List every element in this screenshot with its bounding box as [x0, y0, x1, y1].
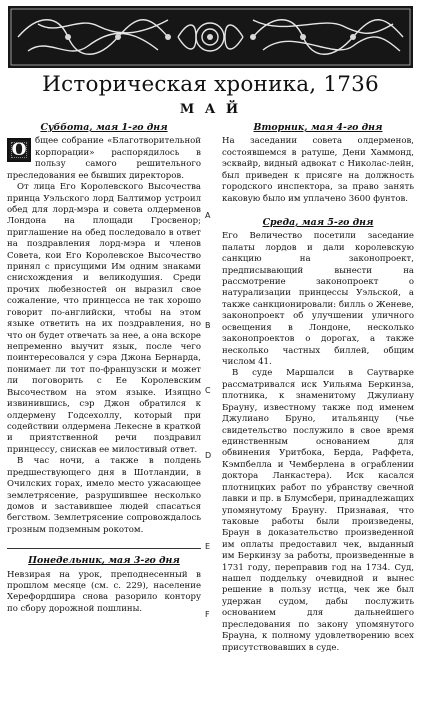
margin-letter: E	[205, 542, 211, 551]
section-heading: Суббота, мая 1-го дня	[40, 122, 168, 133]
paragraph: Его Величество посетили заседание палаты лордов и дали королевскую санкцию на законопроект, предписывающий вынести на рассмотрение законопроект о натурализации принцессы Уэльской, а также санкционировали: билль о Женеве, законопроект об улучшении уличного освещения в Лондоне, несколько законопроектов о дорогах, а также несколько частных биллей, общим числом 41.	[222, 231, 414, 368]
right-column	[222, 118, 414, 654]
margin-letter: C	[205, 386, 211, 395]
paragraph: В час ночи, а также в полдень предшествующего дня в Шотландии, в Очилских горах, имело место ужасающее землетрясение, разрушившее несколько домов и заставившее людей спасаться бегством. Землетрясение сопровождалось грозным подземным рокотом.	[7, 456, 201, 535]
paragraph: В суде Маршалси в Саутварке рассматривался иск Уильяма Беркинза, плотника, к знаменитому Джулиану Брауну, известному также под именем Джулиано Бруно, итальянцу (чье свидетельство послужило в свое время единственным основанием для обвинения Уритбока, Берда, Раффета, Кэмпбелла и Чемберлена в ограблении доктора Ланкастера). Иск касался плотницких работ по убранству свечной лавки и пр. в Блумсбери, принадлежащих упомянутому Брауну. Признавая, что таковые работы были произведены, Браун в доказательство произведенной им оплаты предоставил чек, выданный им Беркинзу за работы, произведенные в 1731 году, переправив год на 1734. Суд, нашел поддельку очевидной и вынес решение в пользу истца, чек же был удержан судом, дабы послужить основанием для дальнейшего преследования по закону упомянутого Брауна, к полному удовлетворению всех присутствовавших в суде.	[222, 368, 414, 653]
paragraph: На заседании совета олдерменов, состоявшемся в ратуше, Дени Хаммонд, эсквайр, видный адвокат с Николас-лейн, был приведен к присяге на должность городского инспектора, за право занять каковую было им уплачено 3600 фунтов.	[222, 136, 414, 204]
drop-cap: О	[7, 138, 31, 162]
margin-letter: D	[205, 451, 212, 460]
margin-letter: A	[205, 211, 211, 220]
ornamental-header-banner	[8, 6, 413, 68]
margin-letter: F	[205, 610, 210, 619]
section-heading: Вторник, мая 4-го дня	[253, 122, 383, 133]
paragraph: Невзирая на урок, преподнесенный в прошлом месяце (см. с. 229), население Херефордшира снова разорило контору по сбору дорожной пошлины.	[7, 569, 201, 614]
section-heading: Среда, мая 5-го дня	[262, 216, 374, 228]
month-heading: М А Й	[179, 102, 242, 117]
paragraph: От лица Его Королевского Высочества принца Уэльского лорд Балтимор устроил обед для лорд-мэра и совета олдерменов Лондона на площади Гросвенор; приглашение на обед последовало в ответ на поздравления лорд-мэра и членов Совета, кои Его Королевское Высочество принял с присущими Им одним знаками снисхождения и великодушия. Среди прочих любезностей он выразил свое сожаление, что принцесса не так хорошо говорит по-английски, чтобы на этом языке ответить на их поздравления, но что он будет отвечать за нее, а она вскоре непременно выучит язык, после чего поинтересовался у сэра Джона Бернарда, понимает ли тот по-французски и может ли поговорить с Ее Королевским Высочеством на этом языке. Изящно извинившись, сэр Джон обратился к олдермену Годсехоллу, который при содействии олдермена Лекесне в краткой и приятственной речи поздравил принцессу, снискав ее милостивый ответ.	[7, 182, 201, 455]
left-column	[7, 118, 201, 615]
margin-letter: B	[205, 321, 211, 330]
section-heading: Понедельник, мая 3-го дня	[7, 548, 201, 566]
ornament-pattern-icon	[8, 6, 413, 68]
page-title: Историческая хроника, 1736	[42, 72, 379, 97]
paragraph: бщее собрание «Благотворительной корпорации» распорядилось в пользу самого решительного преследования ее бывших директоров.	[7, 136, 201, 181]
